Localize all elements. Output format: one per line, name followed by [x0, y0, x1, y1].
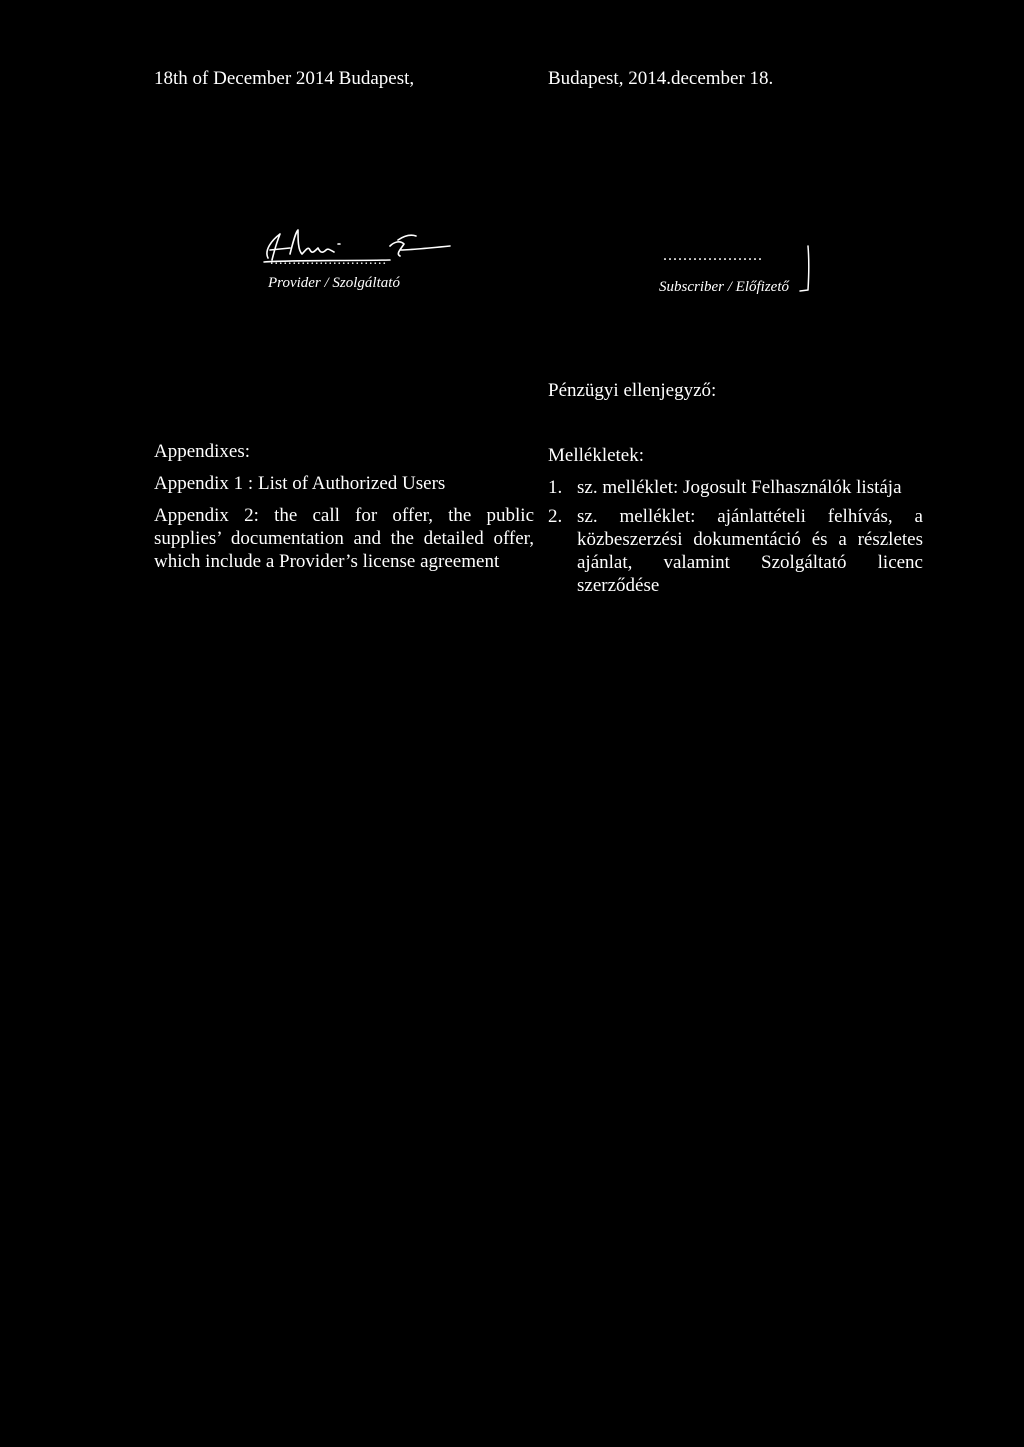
provider-label: Provider / Szolgáltató [268, 275, 400, 291]
melleklet-2-text: sz. melléklet: ajánlattételi felhívás, a közbeszerzési dokumentáció és a részletes ajánlat, valamint Szolgáltató licenc szerződése [577, 506, 923, 596]
melleklet-1-text: sz. melléklet: Jogosult Felhasználók listája [577, 477, 902, 498]
appendixes-hungarian [548, 444, 923, 603]
appendixes-english [154, 440, 534, 580]
subscriber-signature-line: .................... [663, 247, 763, 264]
melleklet-2 [548, 505, 923, 597]
svg-text:..........................: .......................... [270, 253, 387, 268]
melleklet-2-number: 2. [548, 506, 563, 527]
subscriber-label: Subscriber / Előfizető [659, 279, 789, 295]
melleklet-1-number: 1. [548, 477, 563, 498]
date-english: 18th of December 2014 Budapest, [154, 68, 415, 89]
appendix-1: Appendix 1 : List of Authorized Users [154, 473, 446, 494]
subscriber-signature-mark [790, 244, 820, 300]
mellekletek-heading: Mellékletek: [548, 445, 645, 466]
financial-countersign-label: Pénzügyi ellenjegyző: [548, 380, 717, 401]
appendixes-heading: Appendixes: [154, 441, 251, 462]
provider-signature [250, 220, 460, 268]
date-hungarian: Budapest, 2014.december 18. [548, 68, 774, 89]
appendix-2: Appendix 2: the call for offer, the public supplies’ documentation and the detailed offer, which include a Provider’s license agreement [154, 505, 534, 572]
melleklet-1 [548, 476, 923, 499]
